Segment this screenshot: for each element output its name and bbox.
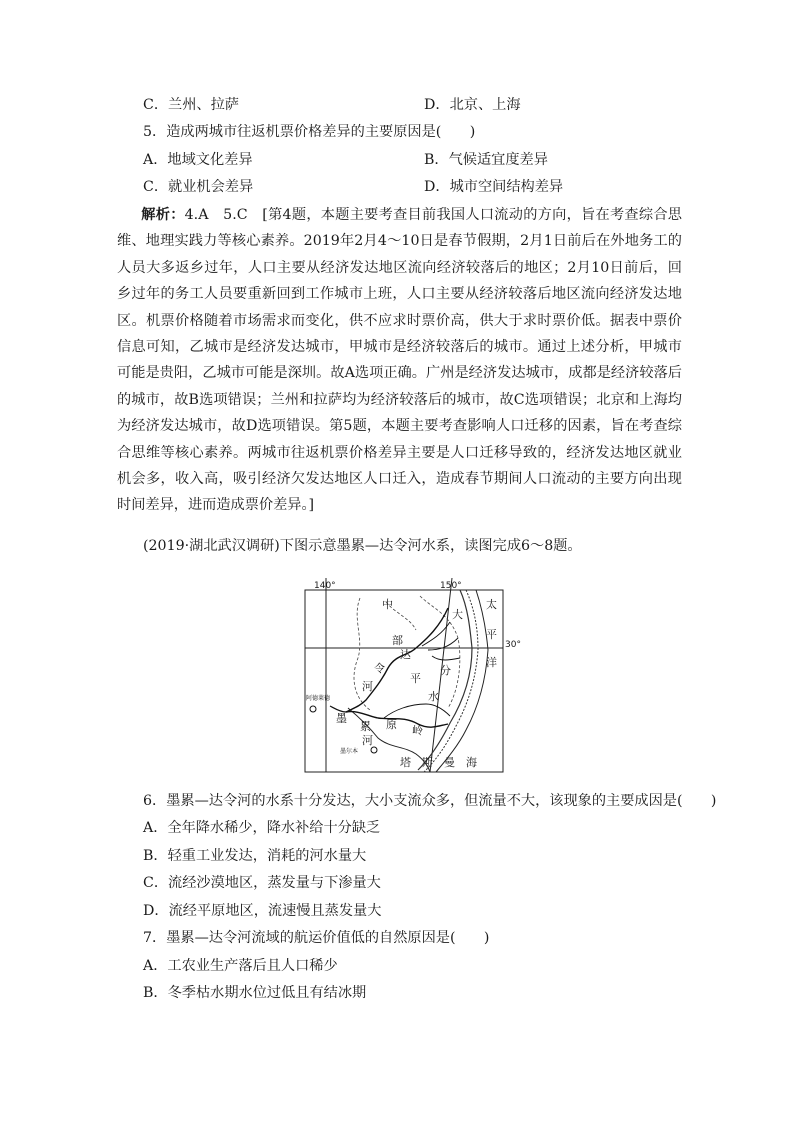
- tributary-3: [432, 656, 460, 660]
- label-he2: 河: [362, 734, 373, 747]
- label-da2: 大: [452, 608, 463, 621]
- q7-option-b: B．冬季枯水期水位过低且有结冰期: [143, 985, 367, 1001]
- map-frame: [305, 590, 503, 772]
- label-mo: 墨: [336, 712, 347, 725]
- analysis-label: 解析：: [141, 207, 185, 223]
- q5-stem: 5．造成两城市往返机票价格差异的主要原因是( ): [143, 124, 476, 140]
- label-shui: 水: [428, 690, 439, 703]
- q6-option-b: B．轻重工业发达，消耗的河水量大: [143, 848, 367, 864]
- label-tasman: 塔 斯 曼 海: [400, 756, 477, 769]
- analysis-paragraph: [117, 202, 682, 519]
- label-tai: 太: [486, 598, 497, 611]
- map-intro: (2019·湖北武汉调研)下图示意墨累—达令河水系，读图完成6～8题。: [143, 538, 582, 554]
- murray-darling-map: [300, 578, 521, 774]
- murrumbidgee-river: [384, 704, 450, 718]
- adelaide-dot: [310, 706, 316, 712]
- q7-stem: 7．墨累—达令河流域的航运价值低的自然原因是( ): [143, 930, 490, 946]
- q4-option-d: D．北京、上海: [424, 97, 521, 113]
- melbourne-label: 墨尔本: [340, 748, 359, 755]
- label-ping2: 平: [486, 628, 497, 641]
- lat-30-label: 30°: [505, 640, 521, 650]
- label-yang: 洋: [486, 656, 497, 669]
- q6-option-c: C．流经沙漠地区，蒸发量与下渗量大: [143, 875, 381, 891]
- lon-150-label: 150°: [440, 581, 462, 591]
- q5-option-a: A．地域文化差异: [143, 152, 253, 168]
- analysis-text: 4.A 5.C [第4题，本题主要考查目前我国人口流动的方向，旨在考查综合思维、地理实践力等核心素养。2019年2月4～10日是春节假期，2月1日前后在外地务工的人员大多返乡过年，人口主要从经济发达地区流向经济较落后的地区；2月10日前后，回乡过年的务工人员要重新回到工作城市上班，人口主要从经济较落后地区流向经济发达地区。机票价格随着市场需求而变化，供不应求时票价高，供大于求时票价低。据表中票价信息可知，乙城市是经济发达城市，甲城市是经济较落后的城市。通过上述分析，甲城市可能是贵阳，乙城市可能是深圳。故A选项正确。广州是经济发达城市，成都是经济较落后的城市，故B选项错误；兰州和拉萨均为经济较落后的城市，故C选项错误；北京和上海均为经济发达城市，故D选项错误。第5题，本题主要考查影响人口迁移的因素，旨在考查综合思维等核心素养。两城市往返机票价格差异主要是人口迁移导致的，经济发达地区就业机会多，收入高，吸引经济欠发达地区人口迁入，造成春节期间人口流动的主要方向出现时间差异，进而造成票价差异。]: [117, 207, 682, 514]
- label-lei: 累: [360, 720, 371, 733]
- q5-option-d: D．城市空间结构差异: [424, 179, 564, 195]
- q6-option-d: D．流经平原地区，流速慢且蒸发量大: [143, 903, 382, 919]
- label-ling: 令: [374, 662, 385, 675]
- melbourne-dot: [371, 747, 377, 753]
- label-da: 达: [400, 648, 411, 661]
- q7-option-a: A．工农业生产落后且人口稀少: [143, 958, 338, 974]
- q5-option-b: B．气候适宜度差异: [424, 152, 548, 168]
- q6-option-a: A．全年降水稀少，降水补给十分缺乏: [143, 820, 381, 836]
- q5-option-c: C．就业机会差异: [143, 179, 254, 195]
- label-ping1: 平: [410, 672, 421, 685]
- adelaide-label: 阿德莱德: [306, 695, 331, 702]
- label-fen: 分: [440, 664, 451, 677]
- label-he1: 河: [362, 680, 373, 693]
- lon-140-label: 140°: [314, 581, 336, 591]
- range-hatch: [424, 590, 478, 772]
- label-yuan: 原: [386, 718, 397, 731]
- basin-boundary-west: [354, 598, 370, 710]
- q4-option-c: C．兰州、拉萨: [143, 97, 239, 113]
- label-bu: 部: [392, 634, 403, 647]
- label-ling2: 岭: [412, 724, 423, 737]
- q6-stem: 6．墨累—达令河的水系十分发达，大小支流众多，但流量不大，该现象的主要成因是( ): [143, 793, 717, 809]
- label-zhong: 中: [382, 598, 393, 611]
